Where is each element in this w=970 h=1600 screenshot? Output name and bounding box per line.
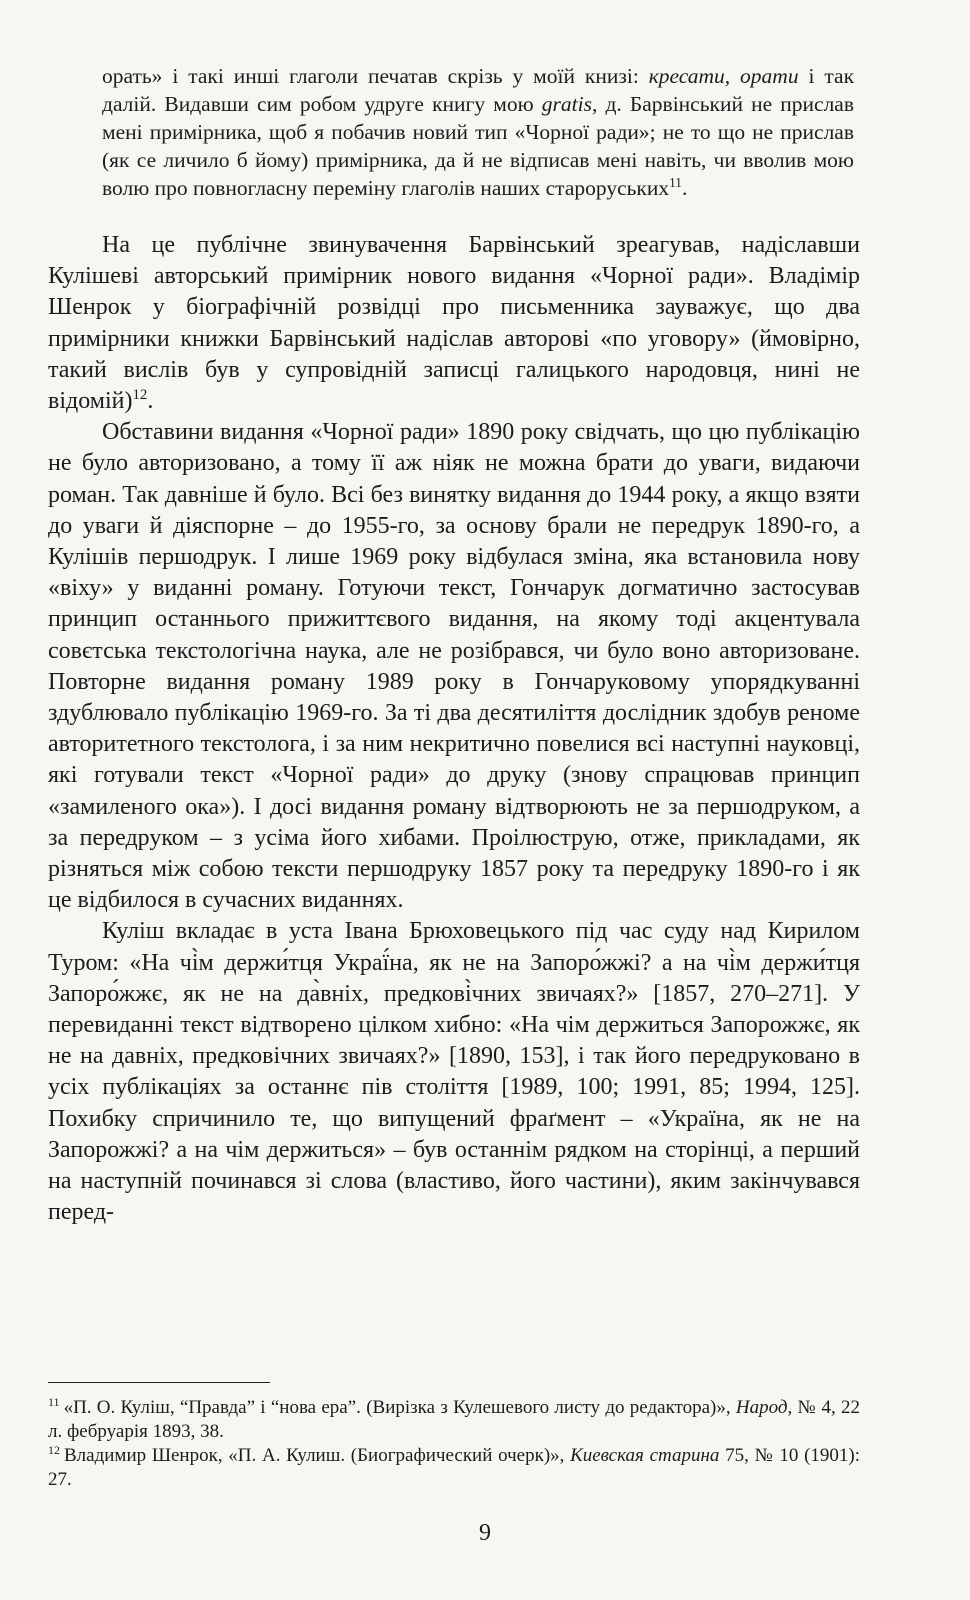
paragraph-3: Куліш вкладає в уста Івана Брюховецького під час суду над Кирилом Туром: «На чі̀м держи́тця Украї́на, як не на Запоро́жжі? а на чі̀м держи́тця Запоро́жжє, як не на да̀вніх, предкові̀чних звичаях?» [1857, 270–271]. У перевиданні текст відтворено цілком хибно: «На чім держиться Запорожжє, як не на давніх, предковічних звичаях?» [1890, 153], і так його передруковано в усіх публікаціях за останнє пів століття [1989, 100; 1991, 85; 1994, 125]. Похибку спричинило те, що випущений фраґмент – «Україна, як не на Запорожжі? а на чім держиться» – був останнім рядком на сторінці, а перший на наступній починався зі слова (властиво, його частини), яким закінчувався перед- xyxy=(48,918,860,1226)
paragraph-2: Обставини видання «Чорної ради» 1890 року свідчать, що цю публікацію не було авторизовано, а тому її аж ніяк не можна брати до уваги, видаючи роман. Так давніше й було. Всі без винятку видання до 1944 року, а якщо взяти до уваги й діяспорне – до 1955-го, за основу брали не передрук 1890-го, а Кулішів першодрук. І лише 1969 року відбулася зміна, яка встановила нову «віху» у виданні роману. Готуючи текст, Гончарук догматично застосував принцип останнього прижиттєвого видання, на якому тоді акцентувала совєтська текстологічна наука, але не розібрався, чи було воно авторизоване. Повторне видання роману 1989 року в Гончаруковому упорядкуванні здублювало публікацію 1969-го. За ті два десятиліття дослідник здобув реноме авторитетного текстолога, і за ним некритично повелися всі наступні науковці, які готували текст «Чорної ради» до друку (знову спрацював принцип «замиленого ока»). І досі видання роману відтворюють не за першодруком, а за передруком – з усіма його хибами. Проілюструю, отже, прикладами, як різняться між собою тексти першодруку 1857 року та передруку 1890-го і як це відбилося в сучасних виданнях. xyxy=(48,419,860,914)
footnote-12-italic: Киевская старина xyxy=(570,1445,720,1466)
footnote-11-number: 11 xyxy=(48,1394,60,1409)
footnote-12-text-2: 75, № 10 (1901): 27. xyxy=(48,1445,861,1490)
paragraph-1-text: На це публічне звинувачення Барвінський зреагував, надіславши Кулішеві авторський примірник нового видання «Чорної ради». Владімір Шенрок у біографічній розвідці про письменника зауважує, що два примірники книжки Барвінський надіслав авторові «по уговору» (ймовірно, такий вислів був у супровідній записці галицького народовця, нині не відомій) xyxy=(48,232,860,415)
footnote-ref-12[interactable]: 12 xyxy=(132,387,148,404)
footnote-11-text-2: , № 4, 22 л. фебруарія 1893, 38. xyxy=(48,1397,860,1442)
footnote-11-text-1: «П. О. Куліш, “Правда” і “нова ера”. (Вирізка з Кулешевого листу до редактора)», xyxy=(63,1397,736,1418)
footnote-divider xyxy=(48,1382,270,1383)
paragraph-1-end: . xyxy=(147,388,154,415)
footnotes xyxy=(48,1396,860,1492)
quote-text-3: , д. Барвінський не прислав мені примірника, щоб я побачив новий тип «Чорної ради»; не то що не прислав (як се личило б йому) примірника, да й не відписав мені навіть, чи вволив мою волю про повногласну переміну глаголів наших староруських xyxy=(102,92,855,200)
footnote-11-italic: Народ xyxy=(735,1397,788,1418)
footnote-12-number: 12 xyxy=(48,1442,60,1457)
footnote-ref-11[interactable]: 11 xyxy=(669,174,682,190)
quote-text-2: і так далій. Видавши сим робом удруге книгу мою xyxy=(102,64,855,116)
footnote-11 xyxy=(48,1396,860,1444)
footnote-12-text-1: Владимир Шенрок, «П. А. Кулиш. (Биографический очерк)», xyxy=(64,1445,571,1466)
quote-italic-1: кресати, орати xyxy=(648,64,799,88)
quote-italic-2: gratis xyxy=(541,92,592,116)
quote-end: . xyxy=(681,176,688,200)
page-body xyxy=(48,62,860,1229)
paragraph-1 xyxy=(48,230,860,417)
footnote-12 xyxy=(48,1444,860,1492)
quote-text-1: орать» і такі инші глаголи печатав скрізь у моїй книзі: xyxy=(102,64,649,88)
block-quote xyxy=(102,62,854,202)
page-number: 9 xyxy=(479,1520,491,1546)
